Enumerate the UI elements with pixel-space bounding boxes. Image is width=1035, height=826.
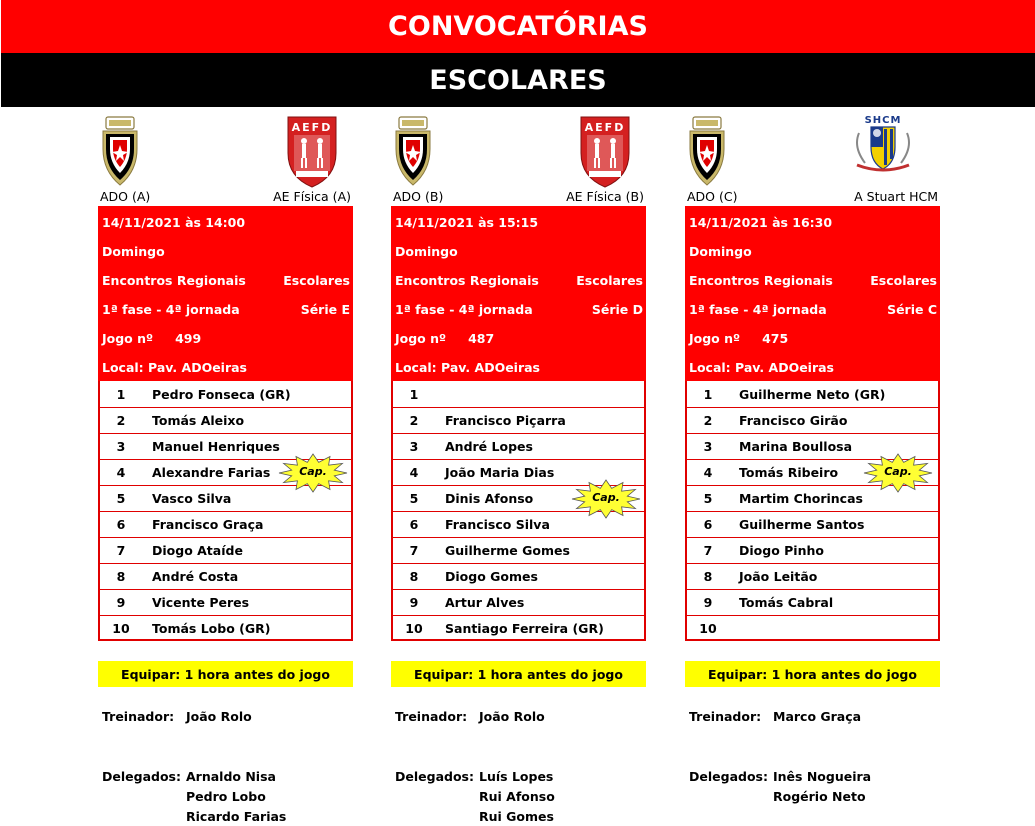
svg-text:AEFD: AEFD xyxy=(584,121,626,134)
delegate-name: Inês Nogueira xyxy=(773,769,872,784)
player-row xyxy=(687,407,938,434)
delegates-label: Delegados: xyxy=(689,769,768,784)
player-row xyxy=(100,537,351,564)
ado-crest-icon xyxy=(393,115,433,187)
player-name: Alexandre Farias xyxy=(152,464,271,480)
category: Escolares xyxy=(576,272,643,288)
player-row xyxy=(100,615,351,641)
player-row xyxy=(687,511,938,538)
equip-note: Equipar: 1 hora antes do jogo xyxy=(391,661,646,687)
venue: Local: Pav. ADOeiras xyxy=(395,359,541,375)
home-team: ADO (C) xyxy=(687,189,738,204)
equip-note: Equipar: 1 hora antes do jogo xyxy=(98,661,353,687)
player-number: 1 xyxy=(409,386,419,402)
player-name: Dinis Afonso xyxy=(445,490,534,506)
player-number: 2 xyxy=(703,412,713,428)
venue: Local: Pav. ADOeiras xyxy=(689,359,835,375)
player-row xyxy=(393,381,644,408)
player-number: 9 xyxy=(116,594,126,610)
player-row xyxy=(687,615,938,641)
player-name: Guilherme Gomes xyxy=(445,542,570,558)
player-number: 7 xyxy=(703,542,713,558)
player-number: 6 xyxy=(116,516,126,532)
player-name: André Costa xyxy=(152,568,239,584)
player-row xyxy=(687,381,938,408)
delegate-name: Rui Gomes xyxy=(479,809,554,824)
ado-crest-icon xyxy=(100,115,140,187)
player-name: Tomás Cabral xyxy=(739,594,834,610)
player-row xyxy=(393,407,644,434)
coach-name: João Rolo xyxy=(186,709,252,724)
game-number: 487 xyxy=(468,330,495,346)
coach-name: Marco Graça xyxy=(773,709,862,724)
delegates-label: Delegados: xyxy=(102,769,181,784)
player-list xyxy=(98,381,353,641)
player-row xyxy=(687,537,938,564)
page-subtitle: ESCOLARES xyxy=(1,53,1035,107)
phase: 1ª fase - 4ª jornada xyxy=(689,301,827,317)
coach-label: Treinador: xyxy=(395,709,468,724)
away-team: AE Física (A) xyxy=(273,189,351,204)
game-label: Jogo nº xyxy=(102,330,154,346)
player-number: 1 xyxy=(116,386,126,402)
player-number: 9 xyxy=(703,594,713,610)
player-name: Francisco Girão xyxy=(739,412,848,428)
player-number: 1 xyxy=(703,386,713,402)
player-number: 10 xyxy=(405,620,423,636)
opponent-crest-icon xyxy=(284,113,340,189)
player-row xyxy=(100,407,351,434)
page-title: CONVOCATÓRIAS xyxy=(1,0,1035,53)
player-number: 3 xyxy=(116,438,126,454)
player-name: Diogo Pinho xyxy=(739,542,824,558)
player-name: João Maria Dias xyxy=(445,464,555,480)
player-name: André Lopes xyxy=(445,438,533,454)
player-row xyxy=(393,615,644,641)
delegate-name: Arnaldo Nisa xyxy=(186,769,276,784)
opponent-crest-icon xyxy=(851,113,907,189)
competition: Encontros Regionais xyxy=(102,272,246,288)
delegate-name: Pedro Lobo xyxy=(186,789,266,804)
captain-badge xyxy=(571,479,641,519)
game-label: Jogo nº xyxy=(395,330,447,346)
player-number: 3 xyxy=(703,438,713,454)
svg-text:AEFD: AEFD xyxy=(291,121,333,134)
player-name: Manuel Henriques xyxy=(152,438,280,454)
player-name: Tomás Aleixo xyxy=(152,412,245,428)
player-number: 3 xyxy=(409,438,419,454)
player-row xyxy=(687,589,938,616)
player-name: Pedro Fonseca (GR) xyxy=(152,386,291,402)
game-number: 499 xyxy=(175,330,202,346)
series: Série E xyxy=(300,301,350,317)
call-up-column xyxy=(391,107,647,826)
player-number: 2 xyxy=(409,412,419,428)
player-number: 5 xyxy=(409,490,419,506)
player-number: 5 xyxy=(703,490,713,506)
game-number: 475 xyxy=(762,330,789,346)
player-list xyxy=(685,381,940,641)
captain-label: Cap. xyxy=(592,491,620,504)
coach-name: João Rolo xyxy=(479,709,545,724)
player-name: Francisco Piçarra xyxy=(445,412,566,428)
player-name: Artur Alves xyxy=(445,594,525,610)
player-number: 7 xyxy=(409,542,419,558)
match-day: Domingo xyxy=(395,243,458,259)
player-number: 6 xyxy=(703,516,713,532)
delegate-name: Rui Afonso xyxy=(479,789,555,804)
player-number: 10 xyxy=(112,620,130,636)
delegate-name: Ricardo Farias xyxy=(186,809,287,824)
player-number: 8 xyxy=(116,568,126,584)
player-row xyxy=(100,511,351,538)
match-info xyxy=(98,206,353,381)
coach-label: Treinador: xyxy=(689,709,762,724)
match-day: Domingo xyxy=(102,243,165,259)
player-number: 4 xyxy=(703,464,713,480)
player-name: Guilherme Neto (GR) xyxy=(739,386,886,402)
player-number: 5 xyxy=(116,490,126,506)
match-day: Domingo xyxy=(689,243,752,259)
equip-note: Equipar: 1 hora antes do jogo xyxy=(685,661,940,687)
player-name: Francisco Graça xyxy=(152,516,264,532)
match-datetime: 14/11/2021 às 15:15 xyxy=(395,214,539,230)
phase: 1ª fase - 4ª jornada xyxy=(102,301,240,317)
player-name: Marina Boullosa xyxy=(739,438,853,454)
player-name: Diogo Ataíde xyxy=(152,542,243,558)
match-info xyxy=(685,206,940,381)
series: Série D xyxy=(591,301,643,317)
player-number: 2 xyxy=(116,412,126,428)
captain-badge xyxy=(278,453,348,493)
ado-crest-icon xyxy=(687,115,727,187)
player-name: Vasco Silva xyxy=(152,490,232,506)
player-name: Martim Chorincas xyxy=(739,490,863,506)
away-team: A Stuart HCM xyxy=(854,189,938,204)
player-number: 4 xyxy=(116,464,126,480)
home-team: ADO (B) xyxy=(393,189,444,204)
competition: Encontros Regionais xyxy=(395,272,539,288)
player-number: 7 xyxy=(116,542,126,558)
game-label: Jogo nº xyxy=(689,330,741,346)
delegates-label: Delegados: xyxy=(395,769,474,784)
player-row xyxy=(100,563,351,590)
away-team: AE Física (B) xyxy=(566,189,644,204)
category: Escolares xyxy=(283,272,350,288)
player-name: Tomás Ribeiro xyxy=(739,464,839,480)
call-up-column xyxy=(98,107,354,826)
player-name: João Leitão xyxy=(739,568,818,584)
captain-label: Cap. xyxy=(884,465,912,478)
player-number: 4 xyxy=(409,464,419,480)
player-name: Tomás Lobo (GR) xyxy=(152,620,271,636)
player-name: Guilherme Santos xyxy=(739,516,865,532)
player-row xyxy=(100,589,351,616)
match-info xyxy=(391,206,646,381)
opponent-crest-icon xyxy=(577,113,633,189)
captain-badge xyxy=(863,453,933,493)
home-team: ADO (A) xyxy=(100,189,151,204)
delegate-name: Luís Lopes xyxy=(479,769,554,784)
series: Série C xyxy=(887,301,937,317)
player-number: 9 xyxy=(409,594,419,610)
player-number: 8 xyxy=(703,568,713,584)
player-row xyxy=(687,563,938,590)
competition: Encontros Regionais xyxy=(689,272,833,288)
venue: Local: Pav. ADOeiras xyxy=(102,359,248,375)
player-row xyxy=(393,589,644,616)
svg-text:SHCM: SHCM xyxy=(864,115,902,126)
match-datetime: 14/11/2021 às 16:30 xyxy=(689,214,833,230)
player-number: 8 xyxy=(409,568,419,584)
player-row xyxy=(393,563,644,590)
player-name: Diogo Gomes xyxy=(445,568,538,584)
delegate-name: Rogério Neto xyxy=(773,789,866,804)
player-name: Santiago Ferreira (GR) xyxy=(445,620,604,636)
call-up-column xyxy=(685,107,941,826)
match-datetime: 14/11/2021 às 14:00 xyxy=(102,214,246,230)
player-row xyxy=(100,381,351,408)
phase: 1ª fase - 4ª jornada xyxy=(395,301,533,317)
player-name: Francisco Silva xyxy=(445,516,550,532)
category: Escolares xyxy=(870,272,937,288)
captain-label: Cap. xyxy=(299,465,327,478)
coach-label: Treinador: xyxy=(102,709,175,724)
player-row xyxy=(393,537,644,564)
player-number: 6 xyxy=(409,516,419,532)
player-row xyxy=(393,433,644,460)
player-number: 10 xyxy=(699,620,717,636)
player-name: Vicente Peres xyxy=(152,594,250,610)
